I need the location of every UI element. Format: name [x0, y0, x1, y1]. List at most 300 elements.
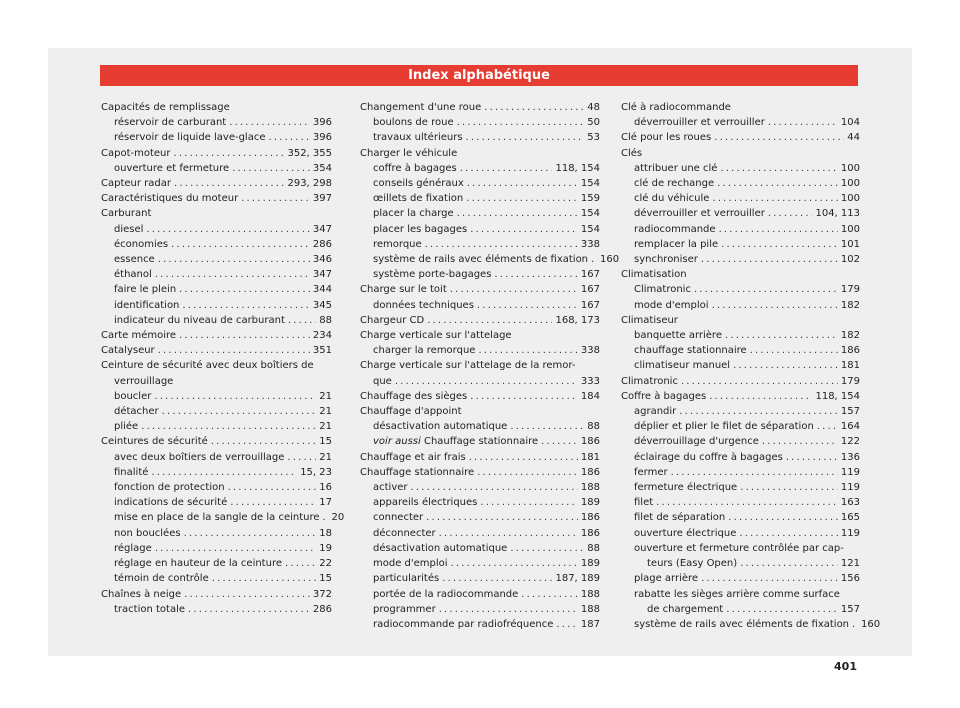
entry-page-ref: 160 — [861, 618, 881, 630]
entry-page-ref: 100 — [840, 223, 860, 235]
index-subentry — [101, 161, 332, 176]
entry-label: chauffage stationnaire — [634, 345, 747, 357]
entry-page-ref: 163 — [840, 497, 860, 509]
entry-label: non bouclées — [114, 527, 181, 539]
entry-page-ref: 157 — [840, 603, 860, 615]
index-subentry — [101, 267, 332, 282]
entry-label: conseils généraux — [373, 178, 464, 190]
index-subentry — [101, 495, 332, 510]
leader-dots — [285, 556, 316, 571]
leader-dots — [232, 161, 310, 176]
entry-label: Caractéristiques du moteur — [101, 193, 239, 205]
leader-dots — [151, 465, 297, 480]
entry-label: déverrouillage d'urgence — [634, 436, 759, 448]
index-subentry — [621, 510, 860, 525]
entry-label: clé de rechange — [634, 178, 715, 190]
index-subentry — [360, 434, 600, 449]
leader-dots — [141, 419, 316, 434]
index-header: Index alphabétique — [100, 65, 858, 86]
entry-label: ouverture et fermeture contrôlée par cap- — [634, 542, 844, 554]
entry-page-ref: 293, 298 — [287, 178, 332, 190]
leader-dots — [656, 495, 838, 510]
entry-label: mode d'emploi — [634, 299, 709, 311]
entry-page-ref: 53 — [587, 132, 600, 144]
leader-dots — [671, 465, 838, 480]
entry-label: identification — [114, 299, 180, 311]
leader-dots — [717, 176, 838, 191]
index-subentry — [621, 465, 860, 480]
entry-label: Chauffage d'appoint — [360, 406, 462, 418]
leader-dots — [154, 389, 316, 404]
entry-page-ref: 164 — [840, 421, 860, 433]
index-subentry — [101, 510, 345, 525]
leader-dots — [229, 115, 310, 130]
entry-label: indicateur du niveau de carburant — [114, 314, 285, 326]
index-subentry — [360, 556, 600, 571]
index-heading — [621, 313, 860, 328]
entry-label: Charge verticale sur l'attelage de la remor- — [360, 360, 576, 372]
leader-dots — [679, 404, 838, 419]
index-heading — [360, 328, 600, 343]
leader-dots — [467, 176, 578, 191]
index-subentry — [360, 267, 600, 282]
entry-page-ref: 21 — [319, 406, 332, 418]
entry-label: faire le plein — [114, 284, 177, 296]
entry-page-ref: 157 — [840, 406, 860, 418]
leader-dots — [750, 343, 838, 358]
entry-label: attribuer une clé — [634, 162, 718, 174]
entry-label: filet — [634, 497, 654, 509]
entry-label: charger la remorque — [373, 345, 476, 357]
leader-dots — [427, 313, 552, 328]
entry-page-ref: 167 — [580, 269, 600, 281]
entry-label: Capacités de remplissage — [101, 102, 230, 113]
entry-page-ref: 396 — [312, 117, 332, 129]
entry-page-ref: 187 — [580, 618, 600, 630]
index-subentry — [360, 252, 620, 267]
entry-label: Coffre à bagages — [621, 390, 707, 402]
index-subentry — [621, 526, 860, 541]
entry-page-ref: 333 — [580, 375, 600, 387]
index-heading — [101, 100, 332, 115]
leader-dots — [541, 434, 578, 449]
index-subentry — [621, 237, 860, 252]
index-subentry — [621, 115, 860, 130]
index-subentry — [101, 526, 332, 541]
entry-page-ref: 286 — [312, 603, 332, 615]
index-subentry — [360, 571, 600, 586]
index-subentry — [101, 298, 332, 313]
entry-label: réglage en hauteur de la ceinture — [114, 558, 282, 570]
leader-dots — [725, 328, 838, 343]
index-subentry — [101, 282, 332, 297]
entry-label: Changement d'une roue — [360, 102, 482, 113]
entry-label: éclairage du coffre à bagages — [634, 451, 783, 463]
entry-page-ref: 188 — [580, 482, 600, 494]
index-subentry — [360, 191, 600, 206]
entry-page-ref: 104, 113 — [815, 208, 860, 220]
entry-label: essence — [114, 254, 155, 266]
index-subentry — [360, 419, 600, 434]
entry-page-ref: 88 — [587, 421, 600, 433]
entry-label: désactivation automatique — [373, 542, 508, 554]
entry-label: clé du véhicule — [634, 193, 710, 205]
index-heading — [621, 146, 860, 161]
entry-label: Charger le véhicule — [360, 147, 458, 159]
entry-label: placer les bagages — [373, 223, 468, 235]
entry-label: coffre à bagages — [373, 162, 457, 174]
entry-page-ref: 15 — [319, 573, 332, 585]
leader-dots — [184, 587, 310, 602]
entry-page-ref: 397 — [312, 193, 332, 205]
leader-dots — [556, 617, 578, 632]
entry-page-ref: 48 — [587, 102, 600, 113]
entry-label: Clé à radiocommande — [621, 102, 731, 113]
entry-page-ref: 159 — [580, 193, 600, 205]
leader-dots — [211, 434, 316, 449]
index-column-1 — [101, 100, 345, 617]
index-entry — [621, 389, 860, 404]
entry-page-ref: 104 — [840, 117, 860, 129]
leader-dots — [457, 115, 585, 130]
entry-page-ref: 338 — [580, 238, 600, 250]
entry-page-ref: 179 — [840, 375, 860, 387]
entry-page-ref: 189 — [580, 497, 600, 509]
leader-dots — [158, 343, 310, 358]
entry-page-ref: 188 — [580, 588, 600, 600]
index-entry — [101, 434, 332, 449]
leader-dots — [188, 602, 310, 617]
index-entry — [621, 374, 860, 389]
entry-label-text: Chauffage stationnaire — [423, 436, 539, 448]
entry-label: avec deux boîtiers de verrouillage — [114, 451, 285, 463]
entry-page-ref: 286 — [312, 238, 332, 250]
entry-page-ref: 101 — [840, 238, 860, 250]
index-subentry — [621, 434, 860, 449]
leader-dots — [701, 571, 838, 586]
entry-label: témoin de contrôle — [114, 573, 209, 585]
index-subentry — [360, 176, 600, 191]
entry-label: éthanol — [114, 269, 152, 281]
leader-dots — [720, 161, 837, 176]
index-column-2 — [360, 100, 620, 632]
leader-dots — [786, 450, 838, 465]
entry-label: Ceinture de sécurité avec deux boîtiers de — [101, 360, 314, 372]
leader-dots — [460, 161, 553, 176]
entry-page-ref: 372 — [312, 588, 332, 600]
entry-page-ref: 19 — [319, 542, 332, 554]
index-subentry — [101, 571, 332, 586]
index-subentry — [360, 206, 600, 221]
entry-page-ref: 187, 189 — [555, 573, 600, 585]
leader-dots — [228, 480, 317, 495]
entry-page-ref: 16 — [319, 482, 332, 494]
entry-page-ref: 160 — [600, 254, 620, 266]
index-entry — [360, 313, 600, 328]
leader-dots — [719, 222, 838, 237]
entry-label: Charge verticale sur l'attelage — [360, 330, 512, 342]
entry-page-ref: 168, 173 — [555, 314, 600, 326]
index-subentry — [360, 602, 600, 617]
entry-page-ref: 188 — [580, 603, 600, 615]
entry-page-ref: 119 — [840, 527, 860, 539]
entry-page-ref: 156 — [840, 573, 860, 585]
entry-page-ref: 122 — [840, 436, 860, 448]
leader-dots — [442, 571, 552, 586]
index-subentry — [621, 222, 860, 237]
entry-label: désactivation automatique — [373, 421, 508, 433]
entry-page-ref: 347 — [312, 269, 332, 281]
leader-dots — [721, 237, 838, 252]
index-subentry — [621, 480, 860, 495]
index-entry — [101, 587, 332, 602]
entry-label: système de rails avec éléments de fixation — [373, 254, 589, 266]
leader-dots — [494, 267, 578, 282]
index-column-3 — [621, 100, 881, 632]
index-subentry — [360, 161, 600, 176]
leader-dots — [184, 526, 317, 541]
entry-label: radiocommande — [634, 223, 716, 235]
entry-page-ref: 181 — [580, 451, 600, 463]
entry-label: Capteur radar — [101, 178, 171, 190]
entry-label: radiocommande par radiofréquence — [373, 618, 554, 630]
index-entry — [360, 100, 600, 115]
leader-dots — [728, 510, 838, 525]
entry-page-ref: 154 — [580, 208, 600, 220]
index-subentry — [621, 191, 860, 206]
entry-page-ref: 50 — [587, 117, 600, 129]
entry-page-ref: 344 — [312, 284, 332, 296]
entry-label: Chaînes à neige — [101, 588, 182, 600]
leader-dots — [155, 267, 310, 282]
leader-dots — [287, 450, 316, 465]
index-entry — [101, 146, 332, 161]
entry-page-ref: 167 — [580, 284, 600, 296]
index-entry — [101, 328, 332, 343]
entry-page-ref: 22 — [319, 558, 332, 570]
index-subentry — [101, 450, 332, 465]
entry-label: Catalyseur — [101, 345, 155, 357]
entry-label: fermer — [634, 466, 668, 478]
leader-dots — [162, 404, 317, 419]
entry-page-ref: 121 — [840, 558, 860, 570]
entry-label-continuation: que — [373, 375, 392, 387]
entry-page-ref: 15 — [319, 436, 332, 448]
entry-label: banquette arrière — [634, 330, 722, 342]
entry-label: Carburant — [101, 208, 152, 220]
entry-label: mode d'emploi — [373, 558, 448, 570]
entry-label-continuation: de chargement — [647, 603, 724, 615]
entry-page-ref: 15, 23 — [300, 466, 332, 478]
leader-dots — [451, 556, 578, 571]
leader-dots — [726, 602, 838, 617]
leader-dots — [155, 541, 316, 556]
index-subentry — [621, 252, 860, 267]
index-subentry — [101, 404, 332, 419]
entry-label: système de rails avec éléments de fixation — [634, 618, 850, 630]
entry-page-ref: 100 — [840, 178, 860, 190]
entry-label: Capot-moteur — [101, 147, 171, 159]
leader-dots — [288, 313, 316, 328]
index-subentry — [360, 222, 600, 237]
entry-label: détacher — [114, 406, 159, 418]
index-subentry — [101, 480, 332, 495]
entry-page-ref: 354 — [312, 162, 332, 174]
leader-dots — [740, 556, 838, 571]
leader-dots — [450, 282, 578, 297]
leader-dots — [712, 298, 838, 313]
entry-page-ref: 17 — [319, 497, 332, 509]
leader-dots — [439, 602, 578, 617]
entry-label: Chauffage et air frais — [360, 451, 466, 463]
entry-page-ref: 396 — [312, 132, 332, 144]
index-subentry — [101, 252, 332, 267]
entry-page-ref: 21 — [319, 421, 332, 433]
entry-page-ref: 338 — [580, 345, 600, 357]
leader-dots — [484, 100, 584, 115]
index-subentry — [360, 495, 600, 510]
leader-dots — [681, 374, 838, 389]
entry-page-ref: 21 — [319, 390, 332, 402]
index-subentry — [360, 617, 600, 632]
index-heading — [101, 206, 332, 221]
index-subentry — [621, 161, 860, 176]
leader-dots — [768, 206, 813, 221]
see-also-label: voir aussi — [373, 436, 421, 448]
leader-dots — [174, 176, 284, 191]
entry-page-ref: 20 — [331, 512, 345, 524]
index-entry-wrapped — [621, 587, 860, 617]
entry-label: indications de sécurité — [114, 497, 228, 509]
index-subentry — [360, 587, 600, 602]
entry-page-ref: 165 — [840, 512, 860, 524]
entry-label: Clés — [621, 147, 643, 159]
leader-dots — [466, 191, 578, 206]
leader-dots — [477, 465, 578, 480]
entry-label: Chauffage des sièges — [360, 390, 468, 402]
index-subentry — [101, 556, 332, 571]
index-subentry — [621, 419, 860, 434]
leader-dots — [466, 130, 585, 145]
index-subentry — [360, 237, 600, 252]
entry-page-ref: 351 — [312, 345, 332, 357]
entry-page-ref: 189 — [580, 558, 600, 570]
index-entry — [360, 389, 600, 404]
entry-label: portée de la radiocommande — [373, 588, 519, 600]
entry-label: Climatisation — [621, 269, 687, 281]
entry-page-ref: 119 — [840, 482, 860, 494]
entry-label-continuation: teurs (Easy Open) — [647, 558, 738, 570]
entry-page-ref: 119 — [840, 466, 860, 478]
entry-page-ref: 352, 355 — [287, 147, 332, 159]
entry-page-ref: 234 — [312, 330, 332, 342]
leader-dots — [174, 146, 285, 161]
entry-label: Climatiseur — [621, 314, 678, 326]
entry-page-ref: 100 — [840, 162, 860, 174]
index-subentry — [101, 115, 332, 130]
entry-page-ref: 136 — [840, 451, 860, 463]
leader-dots — [426, 510, 578, 525]
leader-dots — [323, 510, 329, 525]
page-number: 401 — [834, 660, 857, 673]
entry-label: placer la charge — [373, 208, 454, 220]
index-subentry — [101, 237, 332, 252]
entry-label: déplier et plier le filet de séparation — [634, 421, 814, 433]
leader-dots — [478, 343, 577, 358]
index-subentry — [101, 313, 332, 328]
index-entry — [101, 343, 332, 358]
leader-dots — [762, 434, 838, 449]
entry-page-ref: 186 — [580, 436, 600, 448]
entry-label: réservoir de carburant — [114, 117, 227, 129]
entry-label: fonction de protection — [114, 482, 225, 494]
entry-label: plage arrière — [634, 573, 699, 585]
entry-label: boucler — [114, 390, 152, 402]
entry-label: agrandir — [634, 406, 677, 418]
entry-label: connecter — [373, 512, 424, 524]
leader-dots — [470, 389, 578, 404]
index-entry — [360, 450, 600, 465]
entry-label: remplacer la pile — [634, 238, 719, 250]
index-entry-wrapped — [621, 541, 860, 571]
entry-label: économies — [114, 238, 169, 250]
entry-page-ref: 186 — [580, 527, 600, 539]
entry-page-ref: 88 — [319, 314, 332, 326]
entry-label: Chargeur CD — [360, 314, 425, 326]
entry-page-ref: 118, 154 — [555, 162, 600, 174]
leader-dots — [158, 252, 310, 267]
entry-page-ref: 181 — [840, 360, 860, 372]
entry-label-continuation: verrouillage — [114, 375, 174, 387]
leader-dots — [182, 298, 310, 313]
index-subentry — [621, 343, 860, 358]
entry-label: déverrouiller et verrouiller — [634, 208, 765, 220]
leader-dots — [395, 374, 578, 389]
index-subentry — [621, 617, 881, 632]
index-subentry — [621, 358, 860, 373]
index-entry — [101, 176, 332, 191]
entry-label: activer — [373, 482, 408, 494]
entry-label: rabatte les sièges arrière comme surface — [634, 588, 840, 600]
entry-page-ref: 18 — [319, 527, 332, 539]
entry-label — [373, 434, 538, 449]
entry-label: réglage — [114, 542, 152, 554]
entry-label: filet de séparation — [634, 512, 726, 524]
index-subentry — [360, 541, 600, 556]
entry-page-ref: 186 — [580, 512, 600, 524]
leader-dots — [480, 495, 578, 510]
index-entry — [360, 465, 600, 480]
entry-label: synchroniser — [634, 254, 698, 266]
index-subentry — [621, 298, 860, 313]
index-subentry — [101, 130, 332, 145]
leader-dots — [457, 206, 578, 221]
leader-dots — [712, 191, 837, 206]
leader-dots — [241, 191, 310, 206]
entry-page-ref: 102 — [840, 254, 860, 266]
leader-dots — [591, 252, 597, 267]
index-subentry — [621, 404, 860, 419]
leader-dots — [852, 617, 858, 632]
index-subentry — [360, 298, 600, 313]
leader-dots — [230, 495, 316, 510]
entry-label: diesel — [114, 223, 144, 235]
index-subentry — [360, 130, 600, 145]
entry-label: mise en place de la sangle de la ceinture — [114, 512, 320, 524]
leader-dots — [269, 130, 310, 145]
entry-label: Clé pour les roues — [621, 132, 712, 144]
index-entry — [101, 191, 332, 206]
